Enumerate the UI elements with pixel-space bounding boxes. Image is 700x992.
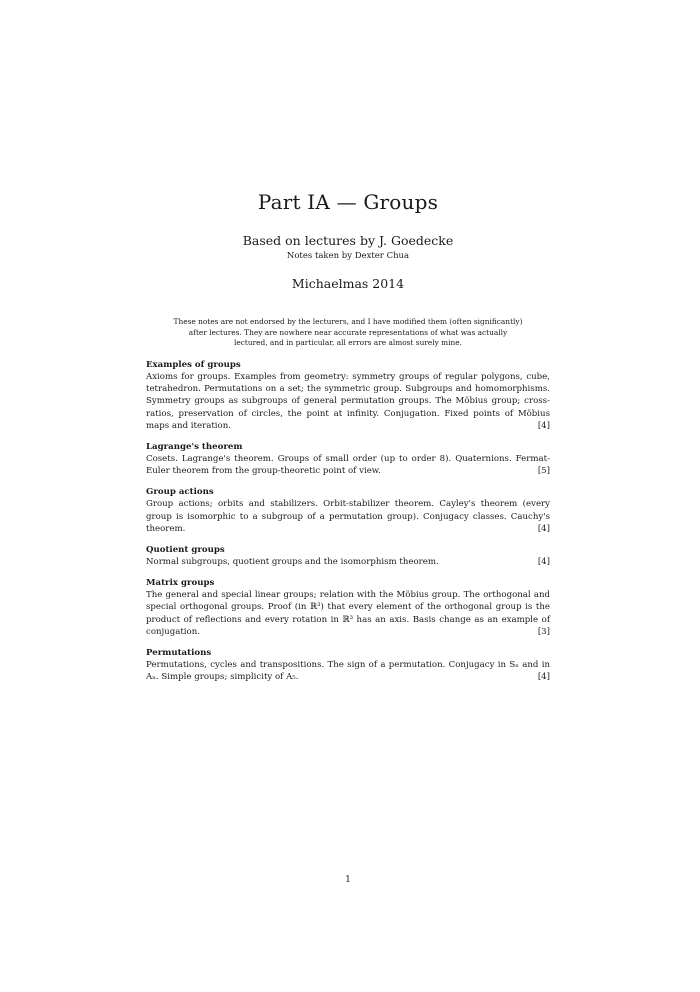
section-body xyxy=(146,556,550,568)
lecture-hours: [5] xyxy=(537,466,550,477)
section-text: Normal subgroups, quotient groups and the isomorphism theorem. xyxy=(146,557,439,568)
section-body xyxy=(146,371,550,432)
syllabus-section xyxy=(146,441,550,477)
section-heading: Permutations xyxy=(146,648,212,659)
document-title: Part IA — Groups xyxy=(257,190,439,214)
section-heading: Quotient groups xyxy=(146,545,225,556)
author-line: Based on lectures by J. Goedecke xyxy=(242,233,454,248)
section-body xyxy=(146,589,550,638)
syllabus-section xyxy=(146,577,550,638)
section-heading: Matrix groups xyxy=(146,578,215,589)
section-text: Group actions; orbits and stabilizers. Orbit-stabilizer theorem. Cayley's theorem (every group is isomorphic to a subgroup of a permutation group). Conjugacy classes. Cauchy's theorem. xyxy=(146,499,550,534)
section-text: The general and special linear groups; relation with the Möbius group. The orthogonal and special orthogonal groups. Proof (in ℝ³) that every element of the orthogonal group is the product of reflections and every rotation in ℝ³ has an axis. Basis change as an example of conjugation. xyxy=(146,590,550,637)
lecture-hours: [3] xyxy=(537,626,550,637)
term-line: Michaelmas 2014 xyxy=(291,276,405,291)
section-heading: Lagrange's theorem xyxy=(146,442,243,453)
syllabus-section xyxy=(146,647,550,683)
lecture-hours: [4] xyxy=(537,523,550,534)
syllabus-section xyxy=(146,486,550,535)
section-body xyxy=(146,659,550,683)
syllabus-sections xyxy=(146,359,550,692)
section-heading: Group actions xyxy=(146,487,214,498)
section-text: Cosets. Lagrange's theorem. Groups of small order (up to order 8). Quaternions. Fermat-Euler theorem from the group-theoretic point of view. xyxy=(146,454,550,477)
disclaimer-text: These notes are not endorsed by the lecturers, and I have modified them (often significantly) after lectures. They are nowhere near accurate representations of what was actually lectured, and in particular, all errors are almost surely mine. xyxy=(173,317,523,347)
section-text: Axioms for groups. Examples from geometry: symmetry groups of regular polygons, cube, tetrahedron. Permutations on a set; the symmetric group. Subgroups and homomorphisms. Symmetry groups as subgroups of general permutation groups. The Möbius group; cross-ratios, preservation of circles, the point at infinity. Conjugation. Fixed points of Möbius maps and iteration. xyxy=(146,372,550,431)
section-body xyxy=(146,498,550,535)
section-heading: Examples of groups xyxy=(146,360,241,370)
page-number: 1 xyxy=(345,875,351,885)
lecture-hours: [4] xyxy=(537,557,550,568)
syllabus-section xyxy=(146,544,550,568)
section-body xyxy=(146,453,550,477)
lecture-hours: [4] xyxy=(537,420,550,431)
notes-taker-line: Notes taken by Dexter Chua xyxy=(286,251,410,261)
syllabus-section xyxy=(146,359,550,432)
lecture-hours: [4] xyxy=(537,672,550,683)
section-text: Permutations, cycles and transpositions. The sign of a permutation. Conjugacy in Sₙ and in Aₙ. Simple groups; simplicity of A₅. xyxy=(146,660,550,683)
